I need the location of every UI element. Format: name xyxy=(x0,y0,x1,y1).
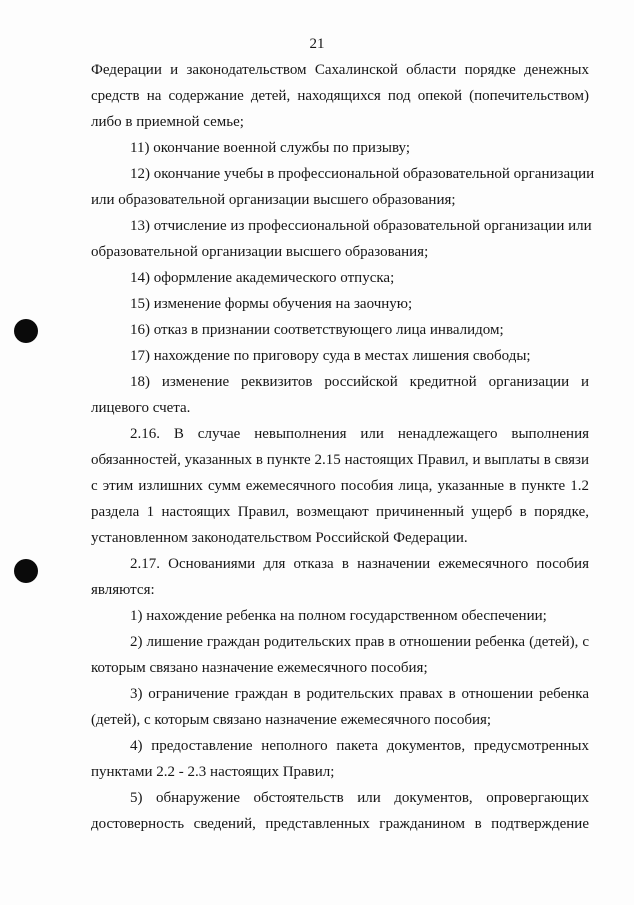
text-line: 2.16. В случае невыполнения или ненадлежащего выполнения xyxy=(130,426,589,442)
text-line: пунктами 2.2 - 2.3 настоящих Правил; xyxy=(91,764,335,780)
text-line: 4) предоставление неполного пакета документов, предусмотренных xyxy=(130,738,589,754)
text-line: (детей), с которым связано назначение ежемесячного пособия; xyxy=(91,712,492,728)
text-line: с этим излишних сумм ежемесячного пособия лица, указанные в пункте 1.2 xyxy=(91,478,589,494)
page-number: 21 xyxy=(309,36,325,52)
text-line: Федерации и законодательством Сахалинской области порядке денежных xyxy=(91,62,589,78)
text-line: 2) лишение граждан родительских прав в отношении ребенка (детей), с xyxy=(130,634,589,650)
text-line: 14) оформление академического отпуска; xyxy=(130,270,395,286)
text-line: 15) изменение формы обучения на заочную; xyxy=(130,296,413,312)
text-line: обязанностей, указанных в пункте 2.15 настоящих Правил, и выплаты в связи xyxy=(91,452,589,468)
punch-hole-bottom xyxy=(14,559,38,583)
text-line: 11) окончание военной службы по призыву; xyxy=(130,140,411,156)
text-line: либо в приемной семье; xyxy=(91,114,244,130)
text-line: 17) нахождение по приговору суда в местах лишения свободы; xyxy=(130,348,531,364)
punch-hole-top xyxy=(14,319,38,343)
text-line: средств на содержание детей, находящихся под опекой (попечительством) xyxy=(91,88,589,104)
text-line: 5) обнаружение обстоятельств или документов, опровергающих xyxy=(130,790,589,806)
text-line: установленном законодательством Российской Федерации. xyxy=(91,530,468,546)
text-line: 12) окончание учебы в профессиональной образовательной организации xyxy=(130,166,595,182)
text-line: лицевого счета. xyxy=(91,400,191,416)
text-line: 16) отказ в признании соответствующего лица инвалидом; xyxy=(130,322,504,338)
text-line: которым связано назначение ежемесячного пособия; xyxy=(91,660,428,676)
text-line: достоверность сведений, представленных гражданином в подтверждение xyxy=(91,816,589,832)
text-line: являются: xyxy=(91,582,155,598)
text-line: 1) нахождение ребенка на полном государственном обеспечении; xyxy=(130,608,547,624)
text-line: 3) ограничение граждан в родительских правах в отношении ребенка xyxy=(130,686,589,702)
text-line: раздела 1 настоящих Правил, возмещают причиненный ущерб в порядке, xyxy=(91,504,589,520)
text-line: 2.17. Основаниями для отказа в назначении ежемесячного пособия xyxy=(130,556,589,572)
text-line: образовательной организации высшего образования; xyxy=(91,244,429,260)
text-line: или образовательной организации высшего образования; xyxy=(91,192,456,208)
text-line: 13) отчисление из профессиональной образовательной организации или xyxy=(130,218,592,234)
text-line: 18) изменение реквизитов российской кредитной организации и xyxy=(130,374,589,390)
